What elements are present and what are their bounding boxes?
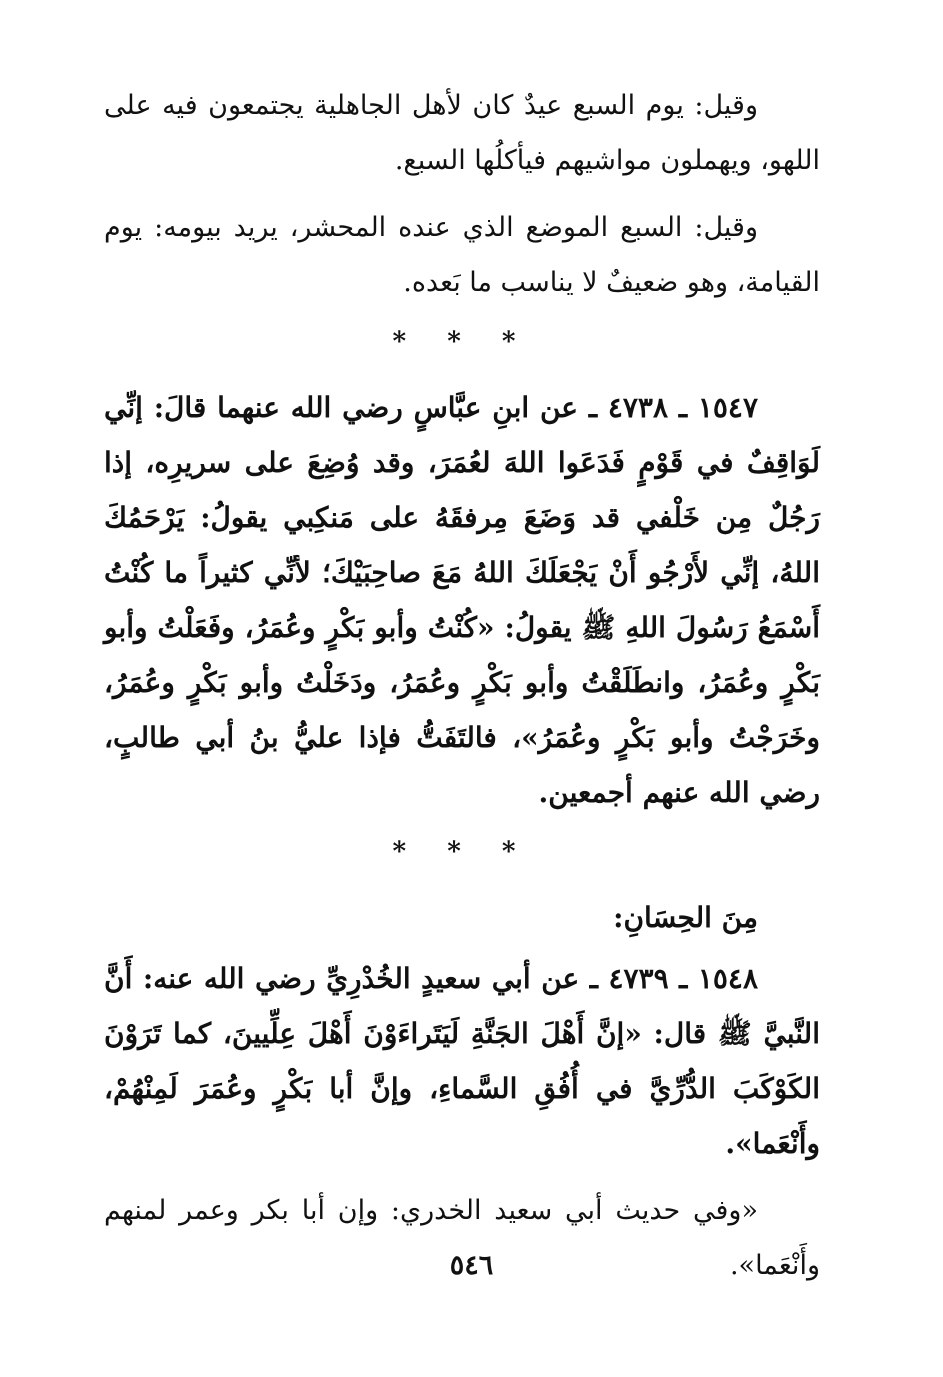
hadith-1547: ١٥٤٧ ـ ٤٧٣٨ ـ عن ابنِ عبَّاسٍ رضي الله عنهما قالَ: إنِّي لَوَاقِفٌ في قَوْمٍ فَدَعَوا اللهَ لعُمَرَ، وقد وُضِعَ على سريرِه، إذا رَجُلٌ مِن خَلْفي قد وَضَعَ مِرفقَهُ على مَنكِبي يقولُ: يَرْحَمُكَ اللهُ، إنِّي لأَرْجُو أَنْ يَجْعَلَكَ اللهُ مَعَ صاحِبَيْكَ؛ لأنِّي كثيراً ما كُنْتُ أَسْمَعُ رَسُولَ اللهِ ﷺ يقولُ: «كُنْتُ وأبو بَكْرٍ وعُمَرُ، وفَعَلْتُ وأبو بَكْرٍ وعُمَرُ، وانطَلَقْتُ وأبو بَكْرٍ وعُمَرُ، ودَخَلْتُ وأبو بَكْرٍ وعُمَرُ، وخَرَجْتُ وأبو بَكْرٍ وعُمَرُ»، فالتَفَتُّ فإذا عليُّ بنُ أبي طالبٍ، رضي الله عنهم أجمعين. [104,391,820,809]
paragraph-2: وقيل: السبع الموضع الذي عنده المحشر، يريد بيومه: يوم القيامة، وهو ضعيفٌ لا يناسب ما بَعده. [104,212,820,298]
page-number: ٥٤٦ [449,1250,494,1281]
hadith-1548: ١٥٤٨ ـ ٤٧٣٩ ـ عن أبي سعيدٍ الخُدْرِيِّ رضي الله عنه: أَنَّ النَّبيَّ ﷺ قال: «إنَّ أَهْلَ الجَنَّةِ لَيَتَراءَوْنَ أَهْلَ عِلِّيينَ، كما تَرَوْنَ الكَوْكَبَ الدُّرِّيَّ في أُفُقِ السَّماءِ، وإنَّ أبا بَكْرٍ وعُمَرَ لَمِنْهُمْ، وأَنْعَما». [104,962,820,1160]
section-separator-2: * * * [392,837,532,867]
section-separator-1: * * * [392,327,532,357]
section-heading-hisan: مِنَ الحِسَانِ: [613,901,758,934]
note-paragraph: «وفي حديث أبي سعيد الخدري: وإن أبا بكر وعمر لمنهم وأَنْعَما». [104,1195,820,1281]
page-body [104,78,820,1305]
paragraph-1: وقيل: يوم السبع عيدٌ كان لأهل الجاهلية يجتمعون فيه على اللهو، ويهملون مواشيهم فيأكلُها السبع. [104,90,820,176]
